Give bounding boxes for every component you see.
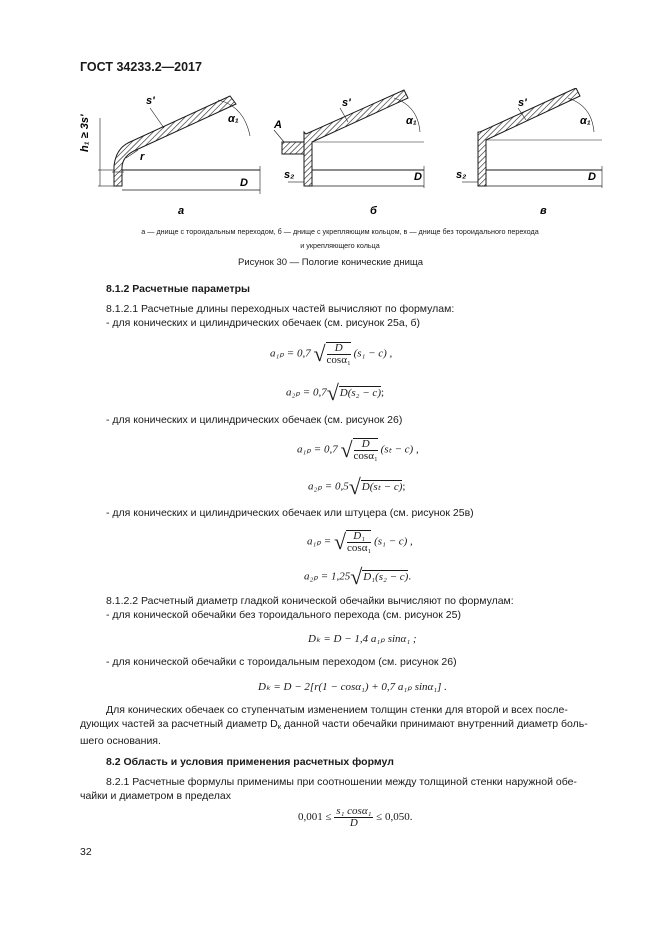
formula-den: D bbox=[349, 817, 358, 829]
text-part: данной части обечайки принимают внутренний диаметр боль- bbox=[281, 718, 588, 730]
formula-right: ≤ 0,050. bbox=[376, 811, 413, 824]
paragraph-8-1-2-2: 8.1.2.2 Расчетный диаметр гладкой конической обечайки вычисляют по формулам: bbox=[106, 595, 514, 607]
formula-tail: . bbox=[408, 570, 412, 583]
fig-a-h-label: h₁ ≥ 3s' bbox=[79, 114, 91, 152]
formula-tail: (s₁ − c) , bbox=[353, 347, 393, 360]
fig-c-alpha-label: α₁ bbox=[580, 115, 591, 127]
formula-den: cosα₁ bbox=[353, 450, 378, 462]
figure-title: Рисунок 30 — Пологие конические днища bbox=[237, 257, 423, 268]
subscript: к bbox=[277, 722, 282, 731]
formula-Dk-toroidal: Dₖ = D − 2[r(1 − cosα₁) + 0,7 a₁ₚ sinα₁] . bbox=[258, 681, 447, 693]
formula-lhs: a₂ₚ = 1,25 bbox=[304, 570, 351, 583]
section-heading-8-1-2: 8.1.2 Расчетные параметры bbox=[106, 283, 250, 295]
formula-lhs: a₂ₚ = 0,7 bbox=[286, 386, 327, 399]
figure-caption bbox=[90, 225, 590, 253]
fig-b-s-label: s' bbox=[342, 97, 351, 109]
figure-caption-line2: и укрепляющего кольца bbox=[300, 241, 380, 250]
formula-tail: ; bbox=[380, 386, 385, 399]
formula-radicand: D₁(s₂ − c) bbox=[363, 570, 409, 583]
formula-lhs: a₁ₚ = bbox=[307, 535, 332, 548]
figure-c bbox=[456, 88, 602, 217]
fig-a-alpha-label: α₁ bbox=[228, 113, 239, 125]
fig-c-D-label: D bbox=[588, 171, 596, 183]
formula-left: 0,001 ≤ bbox=[298, 811, 332, 824]
formula-num: s₁ cosα₁ bbox=[336, 805, 372, 817]
paragraph-8-2-1-cont: чайки и диаметром в пределах bbox=[80, 790, 231, 802]
paragraph-no-toroidal: - для конической обечайки без тороидального перехода (см. рисунок 25) bbox=[106, 609, 461, 621]
paragraph-stepped-thickness bbox=[80, 703, 592, 748]
page-number: 32 bbox=[80, 846, 92, 858]
formula-tail: ; bbox=[402, 480, 406, 493]
paragraph-for-fig25v: - для конических и цилиндрических обечаек или штуцера (см. рисунок 25в) bbox=[106, 507, 474, 519]
fig-b-s2-label: s₂ bbox=[284, 169, 295, 181]
formula-a1p-25v: a₁ₚ = √ $\frac{\text{D₁}}{\text{cosα₁}}$ (s₁ − c) , bbox=[307, 529, 413, 554]
fig-c-sub-label: в bbox=[540, 205, 547, 217]
formula-a2p-26: a₂ₚ = 0,5√D(sₜ − c); bbox=[308, 474, 406, 499]
formula-a2p-25v: a₂ₚ = 1,25√D₁(s₂ − c). bbox=[304, 564, 412, 589]
formula-den: cosα₁ bbox=[347, 542, 372, 554]
fig-b-alpha-label: α₁ bbox=[406, 115, 417, 127]
fig-a-sub-label: а bbox=[178, 205, 185, 217]
fig-b-D-label: D bbox=[414, 171, 422, 183]
paragraph-for-fig26: - для конических и цилиндрических обечаек (см. рисунок 26) bbox=[106, 414, 403, 426]
paragraph-8-2-1: 8.2.1 Расчетные формулы применимы при соотношении между толщиной стенки наружной обе- bbox=[106, 776, 577, 788]
formula-lhs: a₁ₚ = 0,7 bbox=[270, 347, 311, 360]
formula-lhs: a₂ₚ = 0,5 bbox=[308, 480, 349, 493]
section-heading-8-2: 8.2 Область и условия применения расчетных формул bbox=[106, 756, 394, 768]
formula-num: D bbox=[354, 439, 378, 451]
paragraph-stepped-line2 bbox=[80, 717, 592, 734]
text-part: дующих частей за расчетный диаметр D bbox=[80, 718, 278, 730]
formula-lhs: a₁ₚ = 0,7 bbox=[297, 443, 338, 456]
figure-b bbox=[273, 90, 424, 217]
fig-a-s-label: s' bbox=[146, 95, 155, 107]
formula-a1p-25ab: a₁ₚ = 0,7 √ $\frac{D}{\text{cosα₁}}$ (s₁ − c) , bbox=[270, 341, 393, 366]
figure-a bbox=[79, 95, 260, 217]
fig-b-sub-label: б bbox=[370, 205, 377, 217]
paragraph-for-fig25ab: - для конических и цилиндрических обечаек (см. рисунок 25а, б) bbox=[106, 317, 421, 329]
conical-heads-figure bbox=[78, 88, 618, 218]
paragraph-8-1-2-1: 8.1.2.1 Расчетные длины переходных частей вычисляют по формулам: bbox=[106, 303, 455, 315]
fig-c-s-label: s' bbox=[518, 97, 527, 109]
fig-b-A-label: А bbox=[274, 119, 282, 131]
formula-num: D₁ bbox=[347, 531, 371, 543]
formula-tail: (s₁ − c) , bbox=[374, 535, 413, 548]
fig-a-r-label: r bbox=[140, 151, 145, 163]
formula-radicand: D(sₜ − c) bbox=[361, 480, 403, 493]
formula-tail: (sₜ − c) , bbox=[380, 443, 419, 456]
paragraph-stepped-line3: шего основания. bbox=[80, 735, 161, 747]
formula-den: cosα₁ bbox=[326, 354, 351, 366]
formula-a1p-26: a₁ₚ = 0,7 √ $\frac{D}{\text{cosα₁}}$ (sₜ − c) , bbox=[297, 437, 419, 462]
paragraph-stepped-line1: Для конических обечаек со ступенчатым изменением толщин стенки для второй и всех после- bbox=[106, 704, 568, 716]
paragraph-with-toroidal: - для конической обечайки с тороидальным переходом (см. рисунок 26) bbox=[106, 656, 457, 668]
document-header: ГОСТ 34233.2—2017 bbox=[80, 60, 202, 74]
fig-c-s2-label: s₂ bbox=[456, 169, 467, 181]
formula-radicand: D(s₂ − c) bbox=[339, 386, 381, 399]
fig-a-D-label: D bbox=[240, 177, 248, 189]
formula-num: D bbox=[327, 343, 351, 355]
formula-a2p-25ab: a₂ₚ = 0,7√D(s₂ − c); bbox=[286, 380, 385, 405]
formula-Dk-no-toroidal: Dₖ = D − 1,4 a₁ₚ sinα₁ ; bbox=[308, 633, 417, 645]
formula-applicability bbox=[298, 806, 412, 829]
figure-caption-line1: а — днище с тороидальным переходом, б — днище с укрепляющим кольцом, в — днище без тороидального перехода bbox=[141, 227, 539, 236]
